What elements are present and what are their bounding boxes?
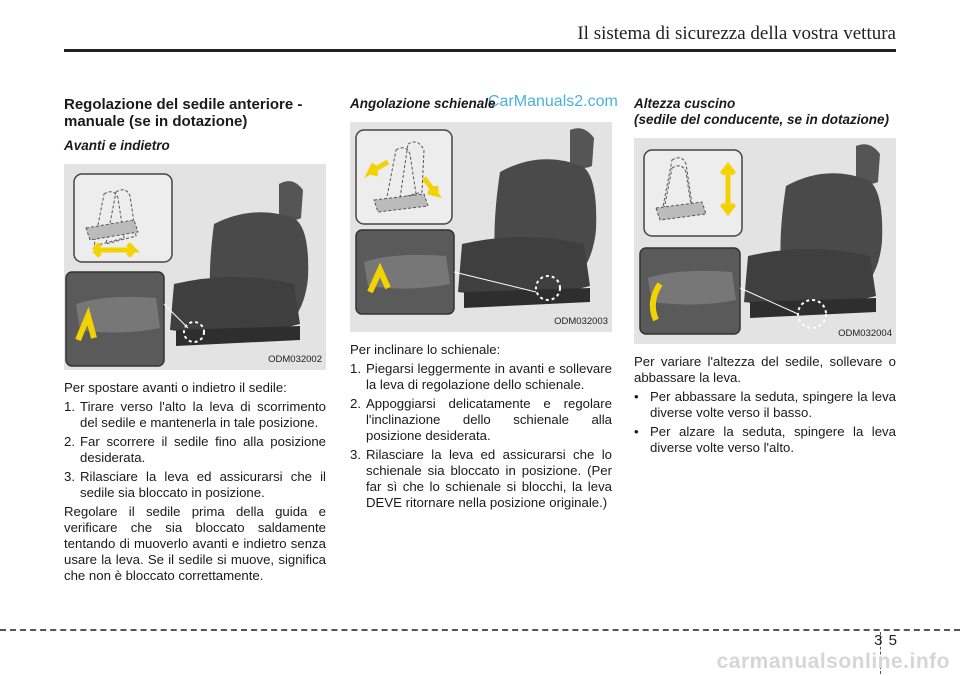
subsection-title: Angolazione schienale [350, 96, 496, 111]
note-text: Regolare il sedile prima della guida e verificare che sia bloccato saldamente tentando di muoverlo avanti e indietro senza usare la leva. Se il sedile si muove, significa che non è bloccato correttamente. [64, 504, 326, 583]
step-number: 2. [64, 434, 75, 449]
seat-slide-figure [64, 164, 326, 370]
figure-code: ODM032004 [838, 328, 892, 339]
backrest-figure [350, 122, 612, 332]
column-cushion-height [634, 96, 896, 459]
step-text: Far scorrere il sedile fino alla posizione desiderata. [80, 434, 326, 465]
page-number: 3 5 [874, 632, 898, 649]
list-item [634, 389, 896, 421]
cushion-height-figure [634, 138, 896, 344]
step-number: 1. [64, 399, 75, 414]
intro-text: Per inclinare lo schienale: [350, 342, 501, 357]
subsection-title: Avanti e indietro [64, 138, 170, 153]
step-text: Piegarsi leggermente in avanti e sollevare la leva di regolazione dello schienale. [366, 361, 612, 392]
backrest-illustration [350, 122, 612, 332]
subsection-subtitle: (sedile del conducente, se in dotazione) [634, 112, 890, 127]
header-rule [64, 49, 896, 52]
bullet-dot: • [634, 389, 639, 404]
figure-code: ODM032002 [268, 354, 322, 365]
column-backrest-angle [350, 96, 612, 514]
header-title: Il sistema di sicurezza della vostra vettura [577, 23, 896, 44]
bullet-list [634, 389, 896, 456]
watermark-top: CarManuals2.com [488, 93, 618, 110]
list-item [350, 396, 612, 444]
column-forward-backward [64, 96, 326, 584]
intro-text: Per spostare avanti o indietro il sedile: [64, 380, 287, 395]
bullet-text: Per abbassare la seduta, spingere la leva diverse volte verso il basso. [650, 389, 896, 420]
steps-list [350, 361, 612, 511]
step-text: Appoggiarsi delicatamente e regolare l'inclinazione dello schienale alla posizione desiderata. [366, 396, 612, 443]
step-text: Rilasciare la leva ed assicurarsi che lo schienale sia bloccato in posizione. (Per far sì che lo schienale si blocchi, la leva DEVE ritornare nella posizione originale.) [366, 447, 612, 510]
list-item [64, 469, 326, 501]
bullet-text: Per alzare la seduta, spingere la leva diverse volte verso l'alto. [650, 424, 896, 455]
step-text: Tirare verso l'alto la leva di scorrimento del sedile e mantenerla in tale posizione. [80, 399, 326, 430]
figure-code: ODM032003 [554, 316, 608, 327]
list-item [350, 361, 612, 393]
section-title: Regolazione del sedile anteriore - manuale (se in dotazione) [64, 96, 303, 130]
list-item [350, 447, 612, 511]
step-text: Rilasciare la leva ed assicurarsi che il sedile sia bloccato in posizione. [80, 469, 326, 500]
list-item [64, 434, 326, 466]
seat-slide-illustration [64, 164, 326, 370]
list-item [634, 424, 896, 456]
footer-rule [0, 629, 960, 631]
list-item [64, 399, 326, 431]
steps-list [64, 399, 326, 501]
bullet-dot: • [634, 424, 639, 439]
cushion-height-illustration [634, 138, 896, 344]
watermark-bottom: carmanualsonline.info [716, 650, 950, 673]
step-number: 3. [64, 469, 75, 484]
step-number: 2. [350, 396, 361, 411]
subsection-title: Altezza cuscino [634, 96, 736, 111]
step-number: 3. [350, 447, 361, 462]
step-number: 1. [350, 361, 361, 376]
intro-text: Per variare l'altezza del sedile, sollevare o abbassare la leva. [634, 354, 896, 385]
